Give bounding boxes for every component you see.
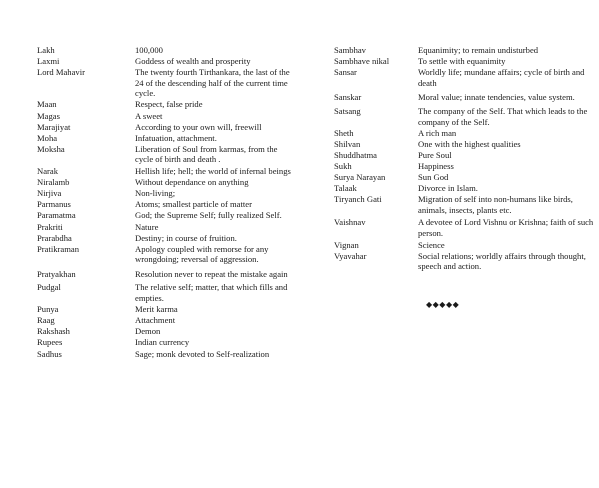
- glossary-entry: [334, 240, 596, 251]
- glossary-entry: [37, 199, 297, 210]
- glossary-definition: Goddess of wealth and prosperity: [135, 56, 251, 67]
- glossary-entry: [37, 56, 297, 67]
- glossary-term: Prarabdha: [37, 232, 72, 243]
- glossary-term: Nirjiva: [37, 188, 62, 199]
- glossary-entry: [37, 282, 297, 303]
- glossary-entry: [37, 177, 297, 188]
- glossary-definition: Migration of self into non-humans like birds, animals, insects, plants etc.: [418, 194, 573, 215]
- glossary-term: Sadhus: [37, 348, 62, 359]
- glossary-right-column: [334, 45, 596, 272]
- glossary-entry: [334, 150, 596, 161]
- glossary-term: Rakshash: [37, 326, 70, 337]
- glossary-definition: Pure Soul: [418, 149, 452, 160]
- glossary-definition: Sun God: [418, 172, 449, 183]
- glossary-entry: [37, 111, 297, 122]
- glossary-entry: [37, 122, 297, 133]
- glossary-term: Sambhave nikal: [334, 56, 390, 67]
- glossary-entry: [334, 194, 596, 215]
- glossary-term: Shilvan: [334, 138, 361, 149]
- glossary-definition: Social relations; worldly affairs through thought, speech and action.: [418, 250, 586, 272]
- glossary-definition: Moral value; innate tendencies, value system.: [418, 92, 575, 103]
- glossary-term: Sansar: [334, 67, 357, 78]
- glossary-term: Sukh: [334, 160, 352, 171]
- glossary-definition: Indian currency: [135, 337, 190, 348]
- glossary-term: Satsang: [334, 105, 361, 116]
- glossary-entry: [37, 337, 297, 348]
- glossary-definition: Hellish life; hell; the world of infernal beings: [135, 166, 291, 177]
- glossary-definition: Worldly life; mundane affairs; cycle of birth and death: [418, 67, 585, 88]
- glossary-entry: [334, 92, 596, 103]
- glossary-term: Marajiyat: [37, 121, 71, 132]
- glossary-term: Vaishnav: [334, 217, 366, 228]
- glossary-definition: A rich man: [418, 127, 457, 138]
- glossary-term: Prakriti: [37, 221, 63, 232]
- glossary-entry: [334, 128, 596, 139]
- glossary-term: Lord Mahavir: [37, 67, 85, 78]
- glossary-definition: Liberation of Soul from karmas, from the cycle of birth and death .: [135, 143, 278, 165]
- glossary-definition: Resolution never to repeat the mistake again: [135, 268, 288, 279]
- glossary-definition: Sage; monk devoted to Self-realization: [135, 348, 270, 359]
- glossary-entry: [37, 210, 297, 221]
- glossary-term: Surya Narayan: [334, 172, 386, 183]
- glossary-term: Moha: [37, 132, 58, 143]
- glossary-term: Talaak: [334, 183, 357, 194]
- glossary-term: Narak: [37, 166, 58, 177]
- glossary-term: Pratikraman: [37, 243, 79, 254]
- glossary-entry: [334, 67, 596, 88]
- glossary-definition: God; the Supreme Self; fully realized Self.: [135, 210, 282, 221]
- glossary-entry: [37, 67, 297, 99]
- glossary-definition: Non-living;: [135, 188, 176, 199]
- glossary-term: Raag: [37, 315, 55, 326]
- glossary-definition: Without dependance on anything: [135, 177, 249, 188]
- glossary-entry: [37, 222, 297, 233]
- glossary-definition: Atoms; smallest particle of matter: [135, 199, 252, 210]
- glossary-term: Magas: [37, 110, 60, 121]
- glossary-term: Punya: [37, 304, 59, 315]
- glossary-entry: [334, 56, 596, 67]
- glossary-definition: Respect, false pride: [135, 99, 203, 110]
- glossary-entry: [37, 269, 297, 280]
- glossary-definition: 100,000: [135, 45, 163, 55]
- glossary-entry: [37, 45, 297, 56]
- glossary-definition: The relative self; matter, that which fills and empties.: [135, 282, 288, 304]
- glossary-term: Shuddhatma: [334, 149, 377, 160]
- glossary-definition: Science: [418, 239, 445, 250]
- glossary-term: Niralamb: [37, 177, 70, 188]
- glossary-term: Rupees: [37, 337, 63, 348]
- glossary-term: Moksha: [37, 143, 65, 154]
- glossary-definition: One with the highest qualities: [418, 138, 521, 149]
- glossary-entry: [334, 172, 596, 183]
- glossary-entry: [37, 304, 297, 315]
- glossary-entry: [37, 349, 297, 360]
- glossary-definition: Divorce in Islam.: [418, 183, 478, 194]
- glossary-entry: [37, 99, 297, 110]
- glossary-term: Vyavahar: [334, 250, 367, 261]
- glossary-entry: [334, 45, 596, 56]
- glossary-definition: The company of the Self. That which leads to the company of the Self.: [418, 105, 588, 127]
- glossary-definition: Infatuation, attachment.: [135, 132, 217, 143]
- glossary-entry: [334, 106, 596, 127]
- glossary-definition: A devotee of Lord Vishnu or Krishna; faith of such person.: [418, 217, 594, 238]
- glossary-definition: Demon: [135, 326, 161, 337]
- glossary-entry: [334, 161, 596, 172]
- glossary-entry: [37, 315, 297, 326]
- glossary-definition: According to your own will, freewill: [135, 121, 262, 132]
- glossary-entry: [334, 183, 596, 194]
- glossary-entry: [37, 233, 297, 244]
- glossary-definition: To settle with equanimity: [418, 56, 506, 67]
- glossary-definition: A sweet: [135, 110, 163, 121]
- glossary-definition: Happiness: [418, 160, 454, 171]
- end-ornament: ◆◆◆◆◆: [426, 300, 460, 309]
- glossary-term: Lakh: [37, 45, 55, 55]
- glossary-definition: Apology coupled with remorse for any wrongdoing; reversal of aggression.: [135, 243, 269, 265]
- glossary-entry: [334, 217, 596, 238]
- glossary-definition: Destiny; in course of fruition.: [135, 232, 237, 243]
- glossary-left-column: [37, 45, 297, 360]
- glossary-term: Parmanus: [37, 199, 71, 210]
- glossary-term: Tiryanch Gati: [334, 194, 382, 205]
- glossary-term: Pratyakhan: [37, 268, 76, 279]
- glossary-entry: [37, 244, 297, 265]
- glossary-term: Vignan: [334, 239, 359, 250]
- glossary-definition: Equanimity; to remain undisturbed: [418, 45, 539, 55]
- glossary-entry: [37, 133, 297, 144]
- glossary-term: Pudgal: [37, 282, 61, 293]
- glossary-term: Sanskar: [334, 92, 362, 103]
- glossary-term: Sheth: [334, 127, 354, 138]
- glossary-entry: [334, 139, 596, 150]
- glossary-definition: Merit karma: [135, 304, 178, 315]
- glossary-entry: [37, 166, 297, 177]
- glossary-entry: [37, 326, 297, 337]
- glossary-entry: [37, 144, 297, 165]
- glossary-definition: Nature: [135, 221, 159, 232]
- glossary-entry: [334, 251, 596, 272]
- glossary-definition: The twenty fourth Tirthankara, the last of the 24 of the descending half of the current time cycle.: [135, 67, 290, 99]
- glossary-definition: Attachment: [135, 315, 176, 326]
- glossary-term: Paramatma: [37, 210, 76, 221]
- glossary-entry: [37, 188, 297, 199]
- glossary-term: Maan: [37, 99, 57, 110]
- glossary-term: Laxmi: [37, 56, 60, 67]
- glossary-term: Sambhav: [334, 45, 366, 55]
